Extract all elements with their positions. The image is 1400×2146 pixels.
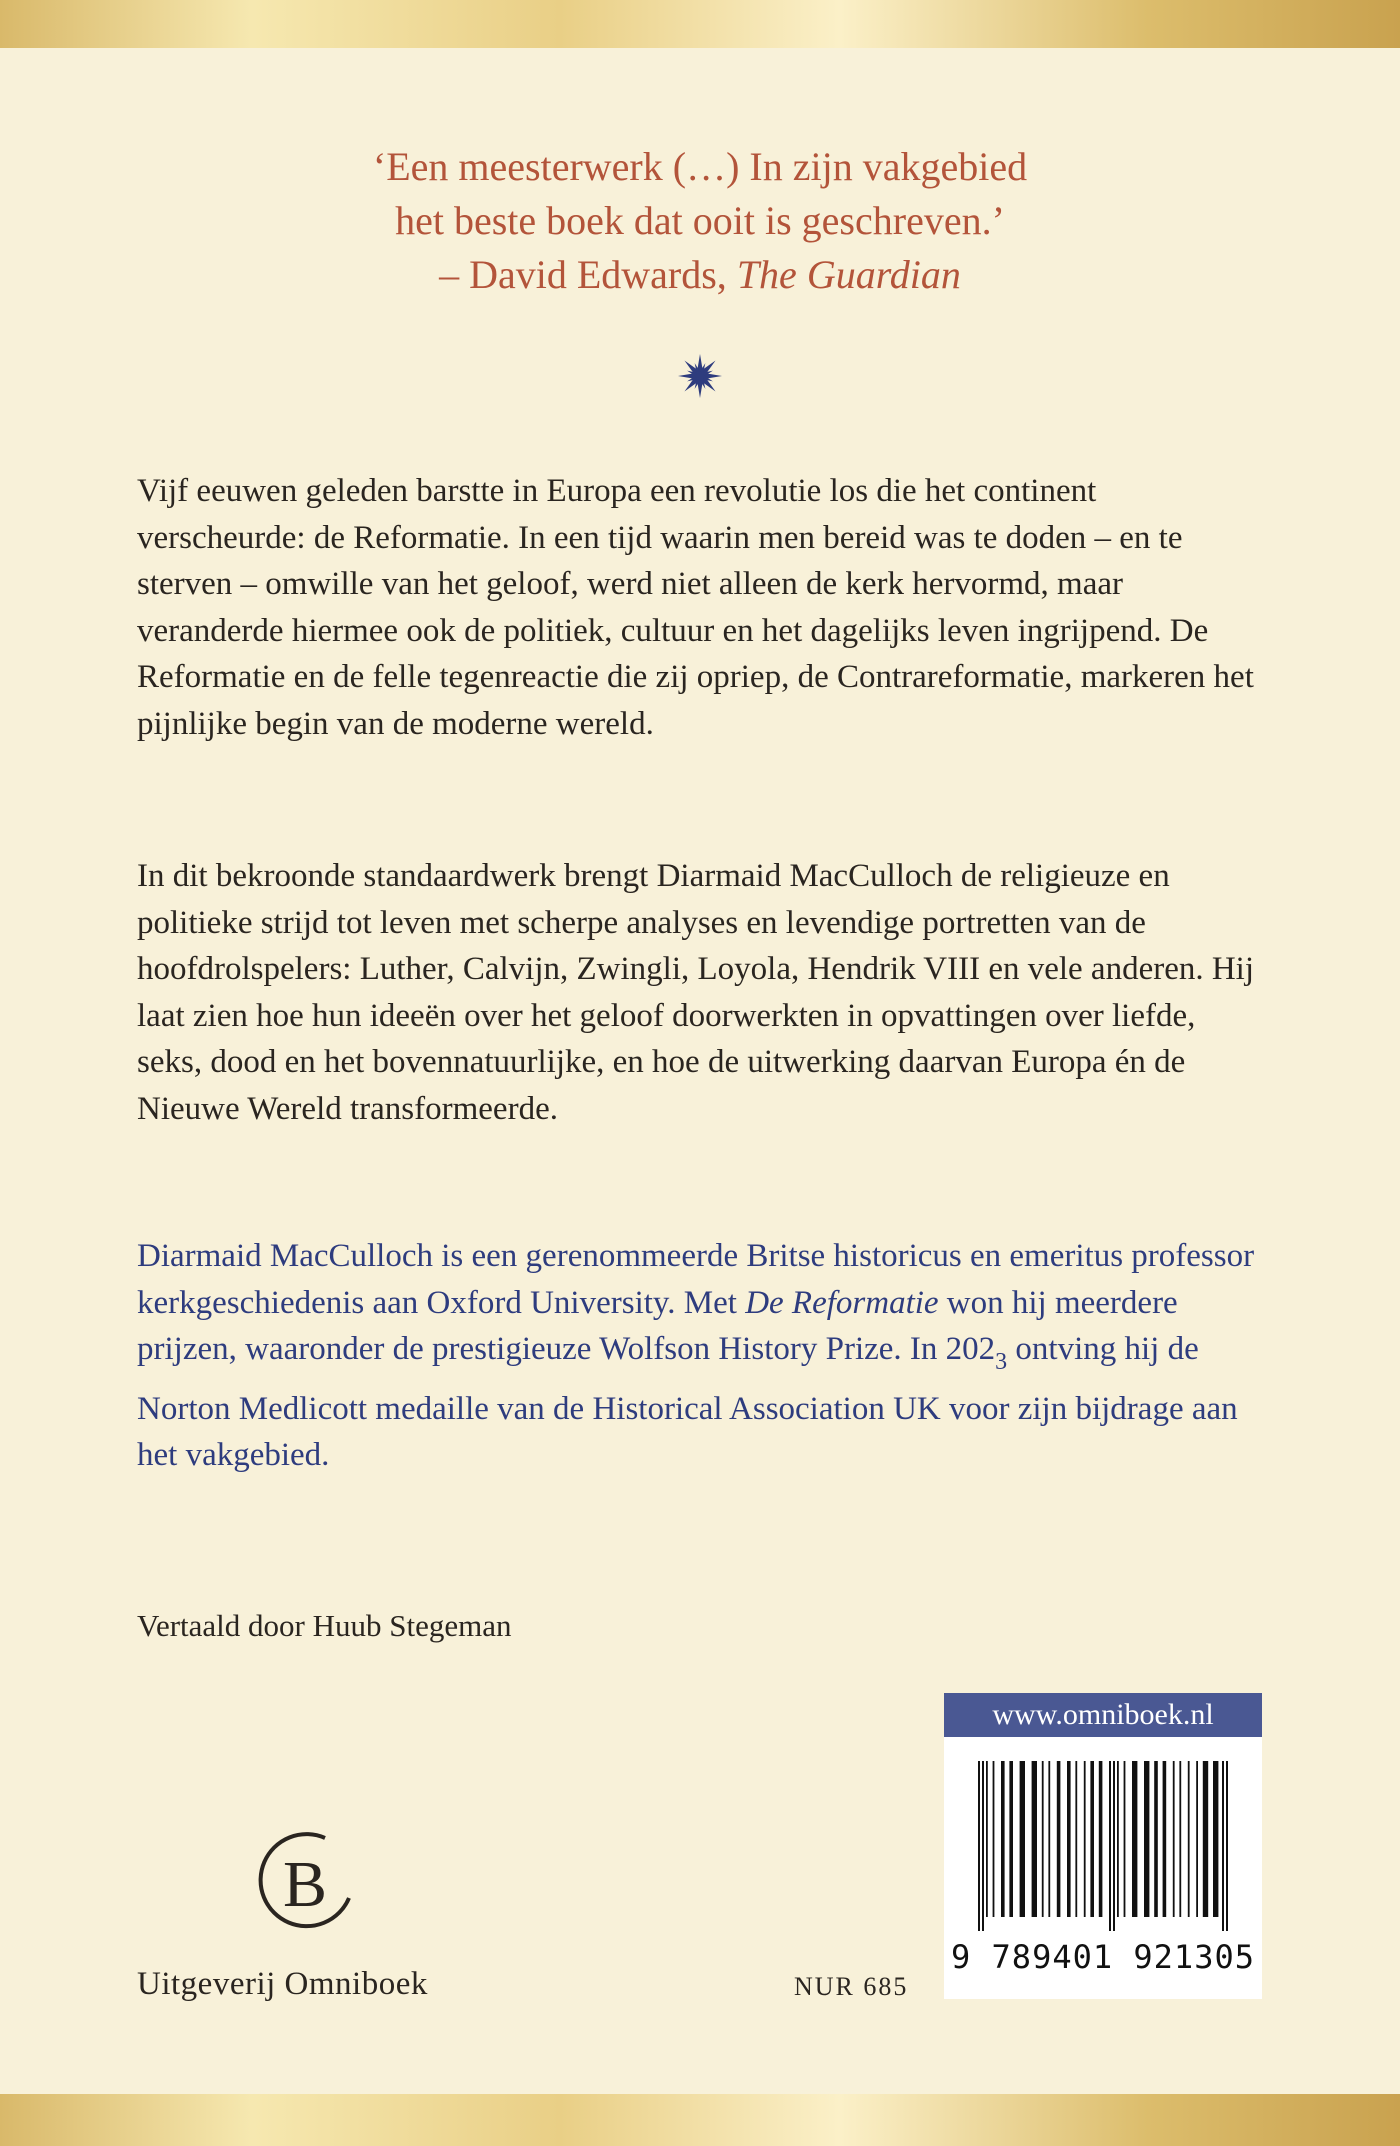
author-bio-text: ontving hij de Norton Medlicott medaille van de Historical Association UK voor zijn bijdrage aan het vakgebied. bbox=[137, 1331, 1238, 1473]
quote-attribution bbox=[0, 248, 1400, 302]
barcode-bar bbox=[1179, 1761, 1181, 1917]
blurb-paragraph-1: Vijf eeuwen geleden barstte in Europa een revolutie los die het continent verscheurde: de Reformatie. In een tijd waarin men bereid was te doden – en te sterven – omwille van het geloof, werd niet alleen de kerk hervormd, maar veranderde hiermee ook de politiek, cultuur en het dagelijks leven ingrijpend. De Reformatie en de felle tegenreactie die zij opriep, de Contrareformatie, markeren het pijnlijke begin van de moderne wereld. bbox=[137, 473, 1254, 742]
barcode-icon bbox=[974, 1761, 1232, 1931]
barcode-bar bbox=[1154, 1761, 1158, 1917]
blurb-paragraph-2: In dit bekroonde standaardwerk brengt Diarmaid MacCulloch de religieuze en politieke strijd tot leven met scherpe analyses en levendige portretten van de hoofdrolspelers: Luther, Calvijn, Zwingli, Loyola, Hendrik VIII en vele anderen. Hij laat zien hoe hun ideeën over het geloof doorwerkten in opvattingen over liefde, seks, dood en het bovennatuurlijke, en hoe de uitwerking daarvan Europa én de Nieuwe Wereld transformeerde. bbox=[137, 858, 1255, 1127]
barcode-bar bbox=[1124, 1761, 1126, 1917]
gold-band-top bbox=[0, 0, 1400, 48]
barcode-bar bbox=[1001, 1761, 1005, 1917]
barcode-bar bbox=[1099, 1761, 1103, 1917]
book-title-italic: De Reformatie bbox=[745, 1284, 939, 1321]
logo-letter: B bbox=[282, 1848, 328, 1921]
gold-band-bottom bbox=[0, 2094, 1400, 2146]
barcode-bar bbox=[993, 1761, 995, 1917]
isbn-barcode bbox=[944, 1737, 1262, 1999]
barcode-bar bbox=[978, 1761, 980, 1931]
barcode-bar bbox=[1032, 1761, 1037, 1917]
barcode-bar bbox=[1113, 1761, 1115, 1931]
author-bio bbox=[137, 1233, 1257, 1479]
barcode-bar bbox=[1226, 1761, 1228, 1931]
star-ornament-icon bbox=[677, 353, 723, 399]
omniboek-logo-icon bbox=[245, 1822, 365, 1940]
barcode-bar bbox=[1196, 1761, 1198, 1917]
year-subscript: 3 bbox=[995, 1349, 1008, 1375]
website-url[interactable]: www.omniboek.nl bbox=[944, 1693, 1262, 1737]
barcode-bar bbox=[1090, 1761, 1094, 1917]
review-quote bbox=[0, 140, 1400, 302]
barcode-bar bbox=[1213, 1761, 1218, 1917]
quote-source: The Guardian bbox=[736, 252, 961, 297]
barcode-bar bbox=[1075, 1761, 1077, 1917]
quote-line-1: ‘Een meesterwerk (…) In zijn vakgebied bbox=[372, 144, 1028, 189]
author-bio-text: Diarmaid MacCulloch is een gerenommeerde Britse historicus en emeritus professor kerkgeschiedenis aan Oxford University. Met bbox=[137, 1238, 1255, 1321]
barcode-bar bbox=[1109, 1761, 1111, 1931]
barcode-bar bbox=[1084, 1761, 1086, 1917]
nur-code: NUR 685 bbox=[794, 1972, 909, 2001]
translator-credit: Vertaald door Huub Stegeman bbox=[137, 1608, 512, 1643]
barcode-bar bbox=[1117, 1761, 1119, 1917]
quote-line-2: het beste boek dat ooit is geschreven.’ bbox=[395, 198, 1005, 243]
barcode-bar bbox=[1057, 1761, 1061, 1917]
barcode-bar bbox=[1067, 1761, 1071, 1917]
barcode-bar bbox=[1203, 1761, 1208, 1917]
barcode-bar bbox=[1132, 1761, 1137, 1917]
barcode-bar bbox=[986, 1761, 988, 1917]
isbn-number: 9 789401 921305 bbox=[951, 1938, 1255, 1976]
barcode-bar bbox=[1042, 1761, 1044, 1917]
barcode-bar bbox=[1020, 1761, 1025, 1917]
barcode-bar bbox=[1163, 1761, 1167, 1917]
author-bio-text: won hij meerdere prijzen, waaronder de prestigieuze Wolfson History Prize. In 202 bbox=[137, 1284, 1178, 1367]
barcode-bar bbox=[1048, 1761, 1050, 1917]
barcode-bar bbox=[982, 1761, 984, 1931]
barcode-bar bbox=[1173, 1761, 1175, 1917]
barcode-bar bbox=[1222, 1761, 1224, 1931]
barcode-bar bbox=[1188, 1761, 1190, 1917]
quote-author: – David Edwards, bbox=[439, 252, 737, 297]
barcode-bar bbox=[1144, 1761, 1149, 1917]
publisher-name: Uitgeverij Omniboek bbox=[137, 1966, 428, 2002]
barcode-bar bbox=[1009, 1761, 1013, 1917]
